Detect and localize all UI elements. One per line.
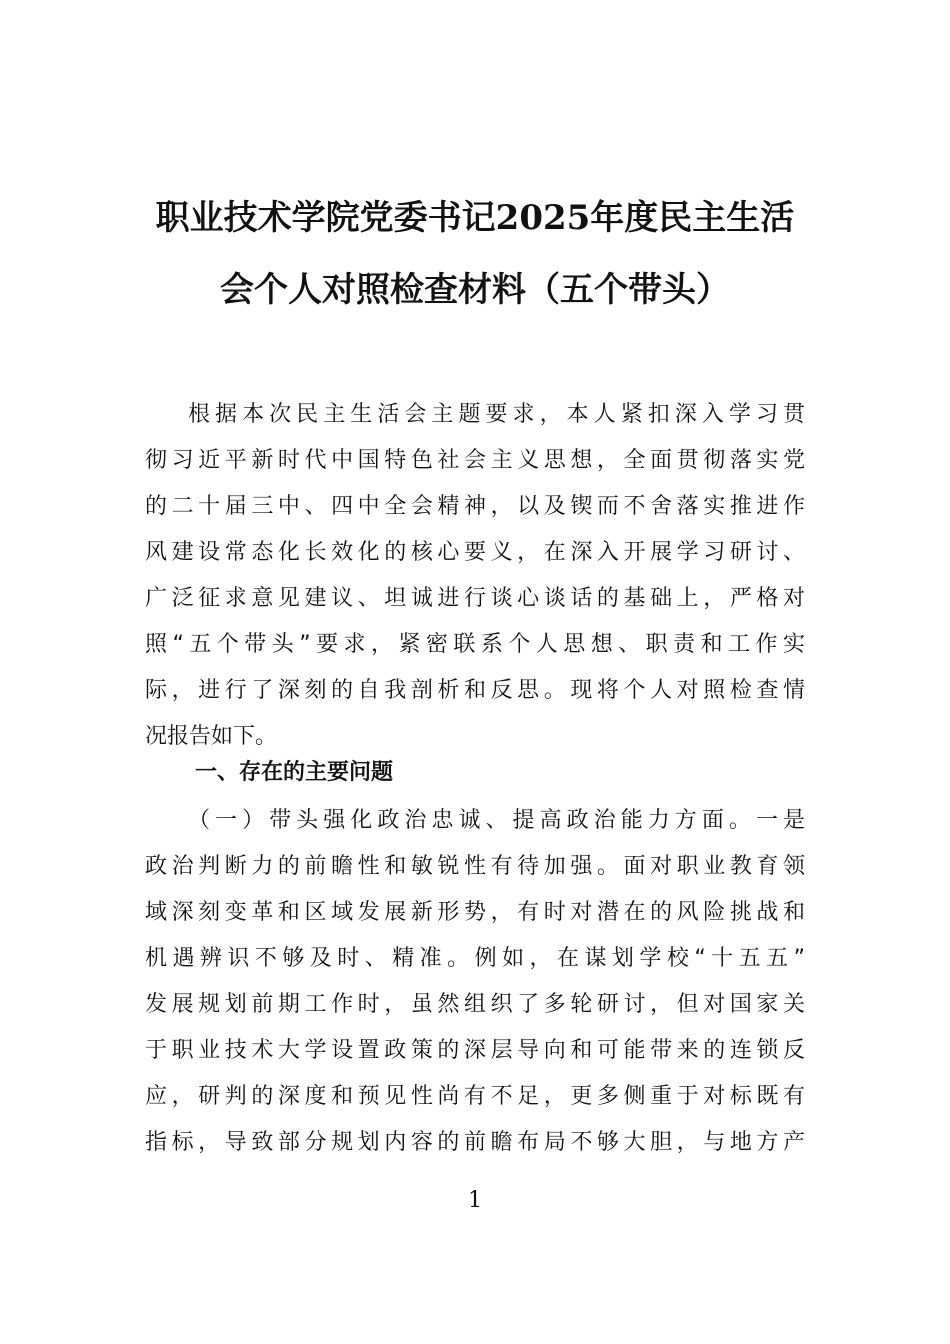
title-line-2: 会个人对照检查材料（五个带头）	[220, 270, 730, 310]
text-line: 政治判断力的前瞻性和敏锐性有待加强。面对职业教育领	[145, 854, 805, 879]
text-line: （一）带头强化政治忠诚、提高政治能力方面。一是	[188, 808, 805, 833]
text-line: 根据本次民主生活会主题要求，本人紧扣深入学习贯	[188, 402, 805, 427]
text-line: 风建设常态化长效化的核心要义，在深入开展学习研讨、	[145, 540, 805, 565]
document-title	[0, 182, 950, 326]
text-line: 域深刻变革和区域发展新形势，有时对潜在的风险挑战和	[145, 900, 805, 925]
text-line: 广泛征求意见建议、坦诚进行谈心谈话的基础上，严格对	[145, 586, 805, 611]
text-line: 发展规划前期工作时，虽然组织了多轮研讨，但对国家关	[145, 992, 805, 1017]
page-number: 1	[468, 1188, 482, 1213]
section-1-paragraph	[145, 798, 805, 1166]
intro-paragraph	[145, 392, 805, 760]
text-line: 彻习近平新时代中国特色社会主义思想，全面贯彻落实党	[145, 448, 805, 473]
text-line: 应，研判的深度和预见性尚有不足，更多侧重于对标既有	[145, 1084, 805, 1109]
text-line: 照“五个带头”要求，紧密联系个人思想、职责和工作实	[145, 632, 805, 657]
text-line: 的二十届三中、四中全会精神，以及锲而不舍落实推进作	[145, 494, 805, 519]
text-line: 况报告如下。	[145, 724, 278, 749]
text-line: 机遇辨识不够及时、精准。例如，在谋划学校“十五五”	[145, 946, 805, 971]
title-line-1: 职业技术学院党委书记2025年度民主生活	[155, 198, 795, 238]
text-line: 际，进行了深刻的自我剖析和反思。现将个人对照检查情	[145, 678, 805, 703]
section-heading: 一、存在的主要问题	[195, 760, 394, 785]
text-line: 指标，导致部分规划内容的前瞻布局不够大胆，与地方产	[145, 1130, 805, 1155]
text-line: 于职业技术大学设置政策的深层导向和可能带来的连锁反	[145, 1038, 805, 1063]
